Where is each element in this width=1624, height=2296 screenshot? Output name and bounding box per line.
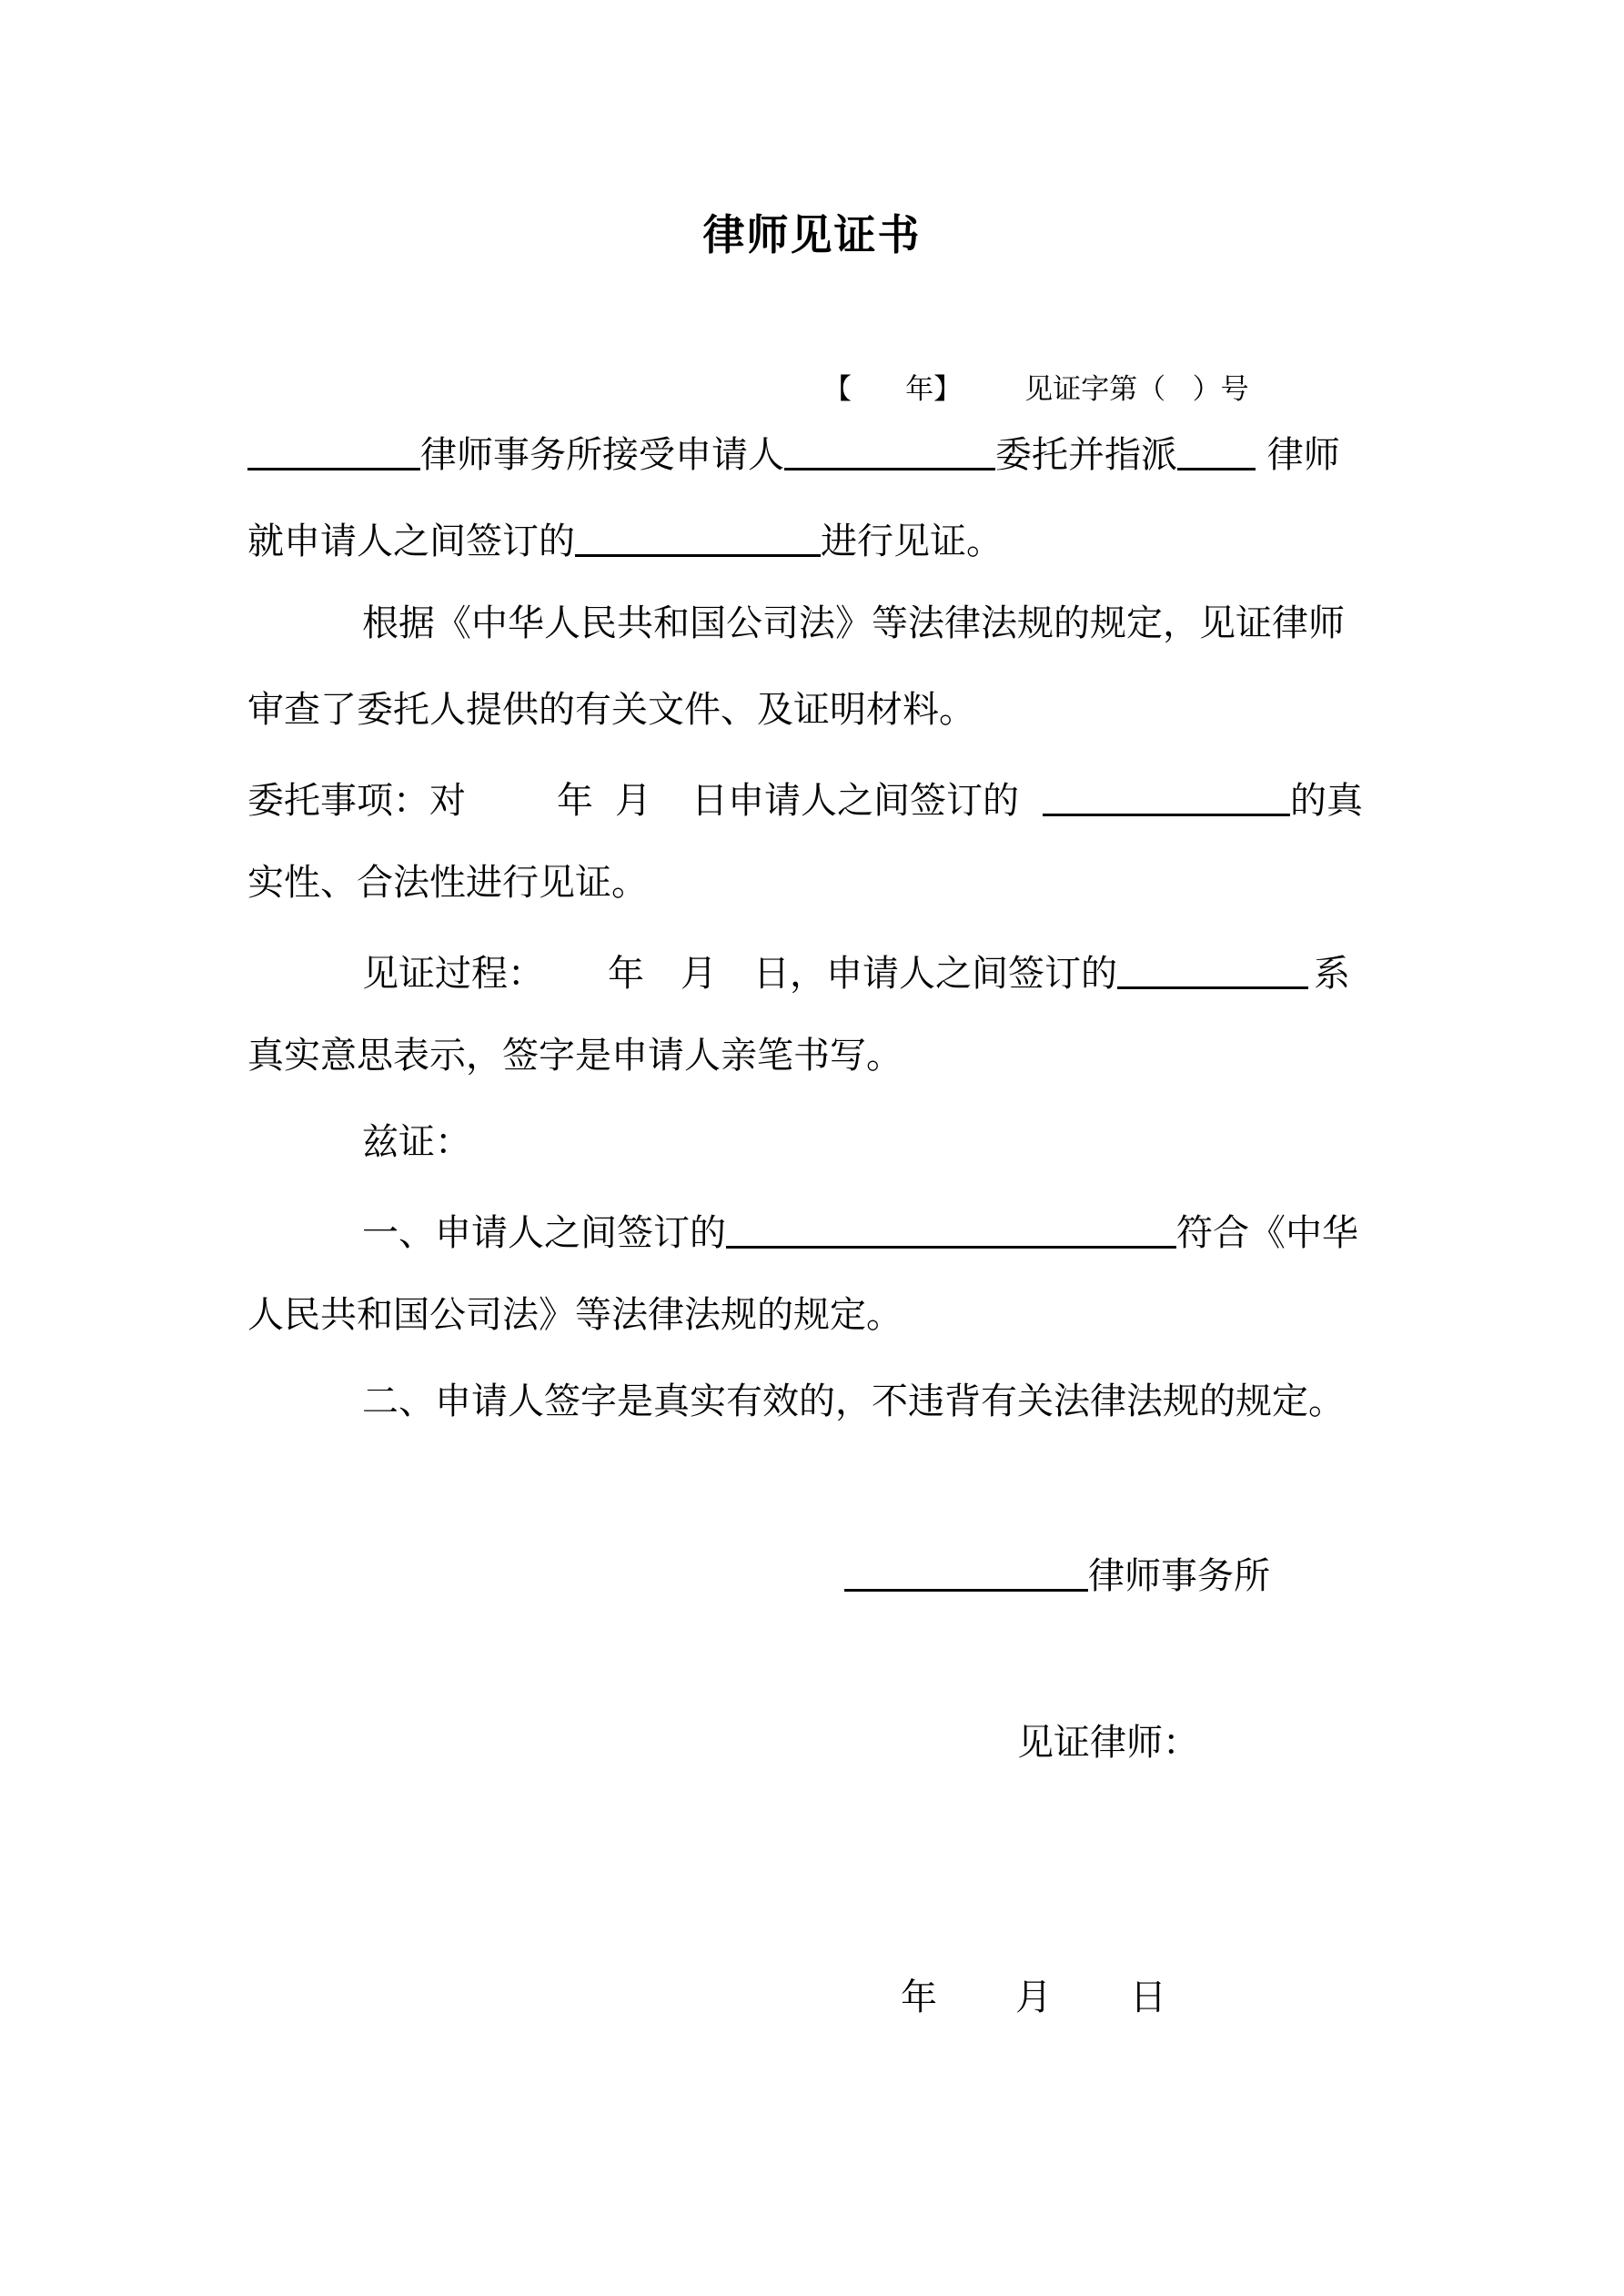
document-number xyxy=(823,371,1249,408)
doc-number-label: 见证字第（ xyxy=(1024,373,1166,406)
para1-text-e: 进行见证。 xyxy=(821,521,1003,562)
para4-line1 xyxy=(362,946,1350,996)
blank-firm-name xyxy=(247,428,420,470)
para1-text-d: 就申请人之间签订的 xyxy=(247,521,575,562)
blank-compliance-doc xyxy=(726,1206,1176,1249)
para6-text-b: 符合《中华 xyxy=(1176,1212,1358,1254)
para2-line1: 根据《中华人民共和国公司法》等法律法规的规定，见证律师 xyxy=(362,602,1345,644)
para3-month: 月 xyxy=(615,780,651,822)
blank-lawyer xyxy=(1177,428,1256,470)
para1-line1 xyxy=(247,428,1340,478)
signature-firm xyxy=(844,1549,1270,1599)
para1-text-a: 律师事务所接受申请人 xyxy=(420,434,784,476)
signature-firm-suffix: 律师事务所 xyxy=(1088,1555,1270,1597)
para6-line1 xyxy=(362,1206,1358,1256)
para4-label: 见证过程： xyxy=(362,953,544,995)
blank-applicant xyxy=(784,428,995,470)
date-month: 月 xyxy=(1015,1977,1052,2018)
doc-year: 年】 xyxy=(905,373,963,406)
para3-year: 年 xyxy=(557,780,593,822)
para2-line2: 审查了委托人提供的有关文件、及证明材料。 xyxy=(247,689,975,731)
para6-text-a: 一、申请人之间签订的 xyxy=(362,1212,726,1254)
blank-signature-firm xyxy=(844,1549,1088,1592)
para4-text: 日，申请人之间签订的 xyxy=(753,953,1117,995)
date-year: 年 xyxy=(901,1977,937,2018)
doc-bracket-open: 【 xyxy=(823,373,852,406)
signature-lawyer-label: 见证律师： xyxy=(1017,1722,1199,1764)
blank-contract xyxy=(575,514,821,557)
blank-process-doc xyxy=(1117,946,1308,989)
para6-line2: 人民共和国公司法》等法律法规的规定。 xyxy=(247,1294,903,1336)
para7-line: 二、申请人签字是真实有效的，不违背有关法律法规的规定。 xyxy=(362,1381,1345,1422)
para3-label: 委托事项：对 xyxy=(247,780,466,822)
para1-line2 xyxy=(247,514,1003,564)
para1-text-c: 律师 xyxy=(1256,434,1340,476)
doc-number-close: ）号 xyxy=(1192,373,1249,406)
para1-text-b: 委托并指派 xyxy=(995,434,1177,476)
para3-line1 xyxy=(247,774,1363,824)
blank-commission-doc xyxy=(1043,774,1290,816)
para3-text: 日申请人之间签订的 xyxy=(691,780,1019,822)
para4-tail: 系 xyxy=(1314,953,1350,995)
para4-line2: 真实意思表示，签字是申请人亲笔书写。 xyxy=(247,1035,903,1077)
para4-year: 年 xyxy=(608,953,644,995)
para3-tail: 的真 xyxy=(1290,780,1363,822)
date-day: 日 xyxy=(1130,1977,1166,2018)
para5-line: 兹证： xyxy=(362,1121,471,1163)
signature-date xyxy=(901,1975,1166,2020)
para4-month: 月 xyxy=(681,953,717,995)
document-title: 律师见证书 xyxy=(702,210,922,259)
para3-line2: 实性、合法性进行见证。 xyxy=(247,862,648,904)
